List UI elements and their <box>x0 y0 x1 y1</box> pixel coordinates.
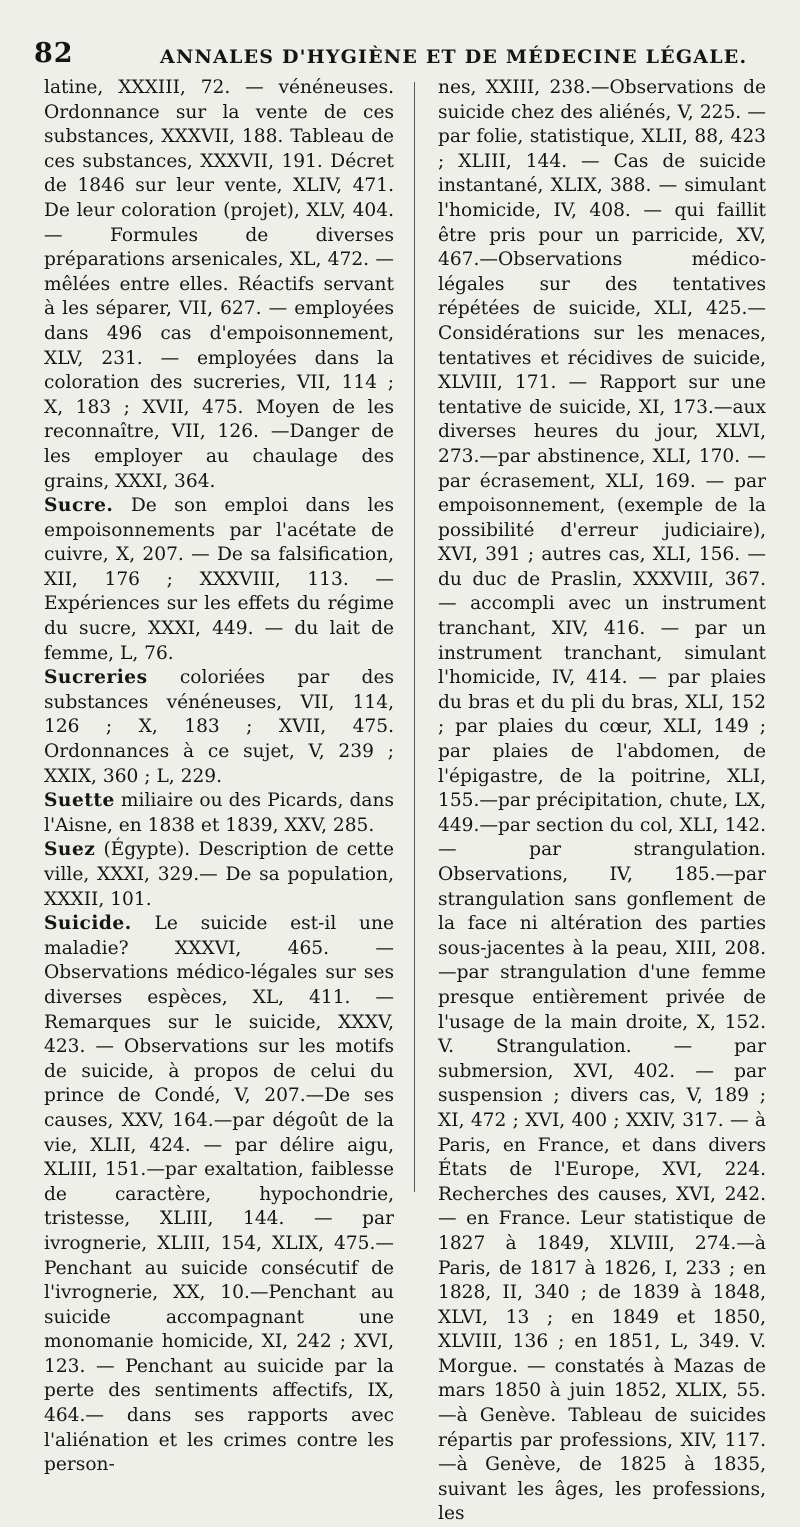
page-header <box>30 30 770 80</box>
entry-headword: Suicide. <box>44 913 132 935</box>
entry-text: latine, XXXIII, 72. — vénéneuses. Ordonnance sur la vente de ces substances, XXXVII, 188. Tableau de ces substances, XXXVII, 191. Décret de 1846 sur leur vente, XLIV, 471. De leur coloration (projet), XLV, 404. — Formules de diverses préparations arsenicales, XL, 472. — mêlées entre elles. Réactifs servant à les séparer, VII, 627. — employées dans 496 cas d'empoisonnement, XLV, 231. — employées dans la coloration des sucreries, VII, 114 ; X, 183 ; XVII, 475. Moyen de les reconnaître, VII, 126. —Danger de les employer au chaulage des grains, XXXI, 364. <box>44 77 394 492</box>
index-entry <box>44 838 394 912</box>
right-column <box>438 76 766 1525</box>
column-divider <box>414 82 415 1192</box>
index-entry <box>44 494 394 666</box>
entry-text: Le suicide est-il une maladie? XXXVI, 465. —Observations médico-légales sur ses diverses espèces, XL, 411. — Remarques sur le suicide, XXXV, 423. — Observations sur les motifs de suicide, à propos de celui du prince de Condé, V, 207.—De ses causes, XXV, 164.—par dégoût de la vie, XLII, 424. — par délire aigu, XLIII, 151.—par exaltation, faiblesse de caractère, hypochondrie, tristesse, XLIII, 144. — par ivrognerie, XLIII, 154, XLIX, 475.—Penchant au suicide consécutif de l'ivrognerie, XX, 10.—Penchant au suicide accompagnant une monomanie homicide, XI, 242 ; XVI, 123. — Penchant au suicide par la perte des sentiments affectifs, IX, 464.— dans ses rapports avec l'aliénation et les crimes contre les person- <box>44 913 394 1476</box>
entry-text: nes, XXIII, 238.—Observations de suicide chez des aliénés, V, 225. — par folie, statistique, XLII, 88, 423 ; XLIII, 144. — Cas de suicide instantané, XLIX, 388. — simulant l'homicide, IV, 408. — qui faillit être pris pour un parricide, XV, 467.—Observations médico-légales sur des tentatives répétées de suicide, XLI, 425.—Considérations sur les menaces, tentatives et récidives de suicide, XLVIII, 171. — Rapport sur une tentative de suicide, XI, 173.—aux diverses heures du jour, XLVI, 273.—par abstinence, XLI, 170. — par écrasement, XLI, 169. — par empoisonnement, (exemple de la possibilité d'erreur judiciaire), XVI, 391 ; autres cas, XLI, 156. — du duc de Praslin, XXXVIII, 367. — accompli avec un instrument tranchant, XIV, 416. — par un instrument tranchant, simulant l'homicide, IV, 414. — par plaies du bras et du pli du bras, XLI, 152 ; par plaies du cœur, XLI, 149 ; par plaies de l'abdomen, de l'épigastre, de la poitrine, XLI, 155.—par précipitation, chute, LX, 449.—par section du col, XLI, 142. — par strangulation. Observations, IV, 185.—par strangulation sans gonflement de la face ni altération des parties sous-jacentes à la peau, XIII, 208.—par strangulation d'une femme presque entièrement privée de l'usage de la main droite, X, 152. V. Strangulation. — par submersion, XVI, 402. — par suspension ; divers cas, V, 189 ; XI, 472 ; XVI, 400 ; XXIV, 317. — à Paris, en France, et dans divers États de l'Europe, XVI, 224. Recherches des causes, XVI, 242. — en France. Leur statistique de 1827 à 1849, XLVIII, 274.—à Paris, de 1817 à 1826, I, 233 ; en 1828, II, 340 ; de 1839 à 1848, XLVI, 13 ; en 1849 et 1850, XLVIII, 136 ; en 1851, L, 349. V. Morgue. — constatés à Mazas de mars 1850 à juin 1852, XLIX, 55.—à Genève. Tableau de suicides répartis par professions, XIV, 117.—à Genève, de 1825 à 1835, suivant les âges, les professions, les <box>438 77 766 1525</box>
page-number: 82 <box>34 38 74 69</box>
index-entry <box>44 666 394 789</box>
entry-headword: Sucre. <box>44 495 114 517</box>
running-title: ANNALES D'HYGIÈNE ET DE MÉDECINE LÉGALE. <box>160 46 748 68</box>
entry-headword: Suette <box>44 790 115 812</box>
index-entry <box>44 912 394 1478</box>
entry-headword: Suez <box>44 839 96 861</box>
entry-headword: Sucreries <box>44 667 148 689</box>
index-entry <box>44 76 394 494</box>
index-entry <box>438 76 766 1527</box>
index-entry <box>44 789 394 838</box>
entry-text: De son emploi dans les empoisonnements par l'acétate de cuivre, X, 207. — De sa falsification, XII, 176 ; XXXVIII, 113. — Expériences sur les effets du régime du sucre, XXXI, 449. — du lait de femme, L, 76. <box>44 495 394 664</box>
entry-text: (Égypte). Description de cette ville, XXXI, 329.— De sa population, XXXII, 101. <box>44 839 394 910</box>
entry-text: miliaire ou des Picards, dans l'Aisne, en 1838 et 1839, XXV, 285. <box>44 790 394 836</box>
entry-text: coloriées par des substances vénéneuses, VII, 114, 126 ; X, 183 ; XVII, 475. Ordonnances à ce sujet, V, 239 ; XXIX, 360 ; L, 229. <box>44 667 394 787</box>
left-column <box>44 76 394 1476</box>
